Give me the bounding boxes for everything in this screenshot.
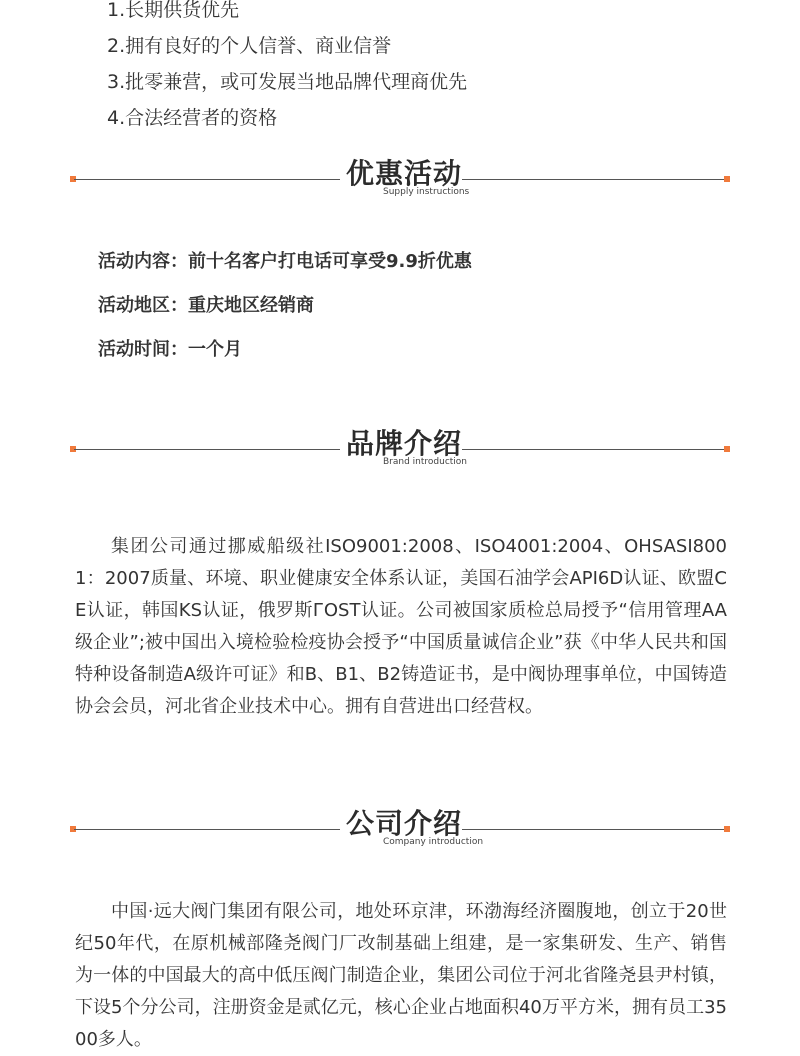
header-dot-right (724, 446, 730, 452)
requirement-item: 3.批零兼营，或可发展当地品牌代理商优先 (107, 71, 468, 93)
header-dot-right (724, 826, 730, 832)
header-divider-right (462, 179, 724, 180)
promotion-region: 活动地区：重庆地区经销商 (98, 295, 314, 316)
company-subtitle: Company introduction (383, 837, 484, 847)
header-divider-left (74, 449, 340, 450)
brand-subtitle: Brand introduction (383, 457, 468, 467)
header-divider-right (462, 449, 724, 450)
header-divider-left (74, 829, 340, 830)
company-paragraph: 中国·远大阀门集团有限公司，地处环京津，环渤海经济圈腹地，创立于20世纪50年代，在原机械部隆尧阀门厂改制基础上组建，是一家集研发、生产、销售为一体的中国最大的高中低压阀门制造企业，集团公司位于河北省隆尧县尹村镇，下设5个分公司，注册资金是贰亿元，核心企业占地面积40万平方米，拥有员工3500多人。 (75, 901, 727, 1050)
promotion-title: 优惠活动 (346, 157, 463, 190)
brand-paragraph: 集团公司通过挪威船级社ISO9001:2008、ISO4001:2004、OHSASI8001：2007质量、环境、职业健康安全体系认证，美国石油学会API6D认证、欧盟CE认证，韩国KS认证，俄罗斯ГOST认证。公司被国家质检总局授予“信用管理AA级企业”;被中国出入境检验检疫协会授予“中国质量诚信企业”获《中华人民共和国特种设备制造A级许可证》和B、B1、B2铸造证书，是中阀协理事单位，中国铸造协会会员，河北省企业技术中心。拥有自营进出口经营权。 (75, 536, 727, 717)
header-divider-right (462, 829, 724, 830)
brand-title: 品牌介绍 (346, 427, 463, 460)
requirement-item: 1.长期供货优先 (107, 0, 240, 21)
promotion-subtitle: Supply instructions (383, 187, 470, 197)
header-dot-right (724, 176, 730, 182)
brand-section-header (70, 425, 732, 475)
requirement-item: 4.合法经营者的资格 (107, 107, 278, 129)
requirement-item: 2.拥有良好的个人信誉、商业信誉 (107, 35, 392, 57)
promotion-content: 活动内容：前十名客户打电话可享受9.9折优惠 (98, 251, 472, 272)
promotion-duration: 活动时间：一个月 (98, 339, 242, 360)
company-title: 公司介绍 (346, 807, 463, 840)
promotion-section-header (70, 155, 732, 205)
company-section-header (70, 805, 732, 855)
header-divider-left (74, 179, 340, 180)
